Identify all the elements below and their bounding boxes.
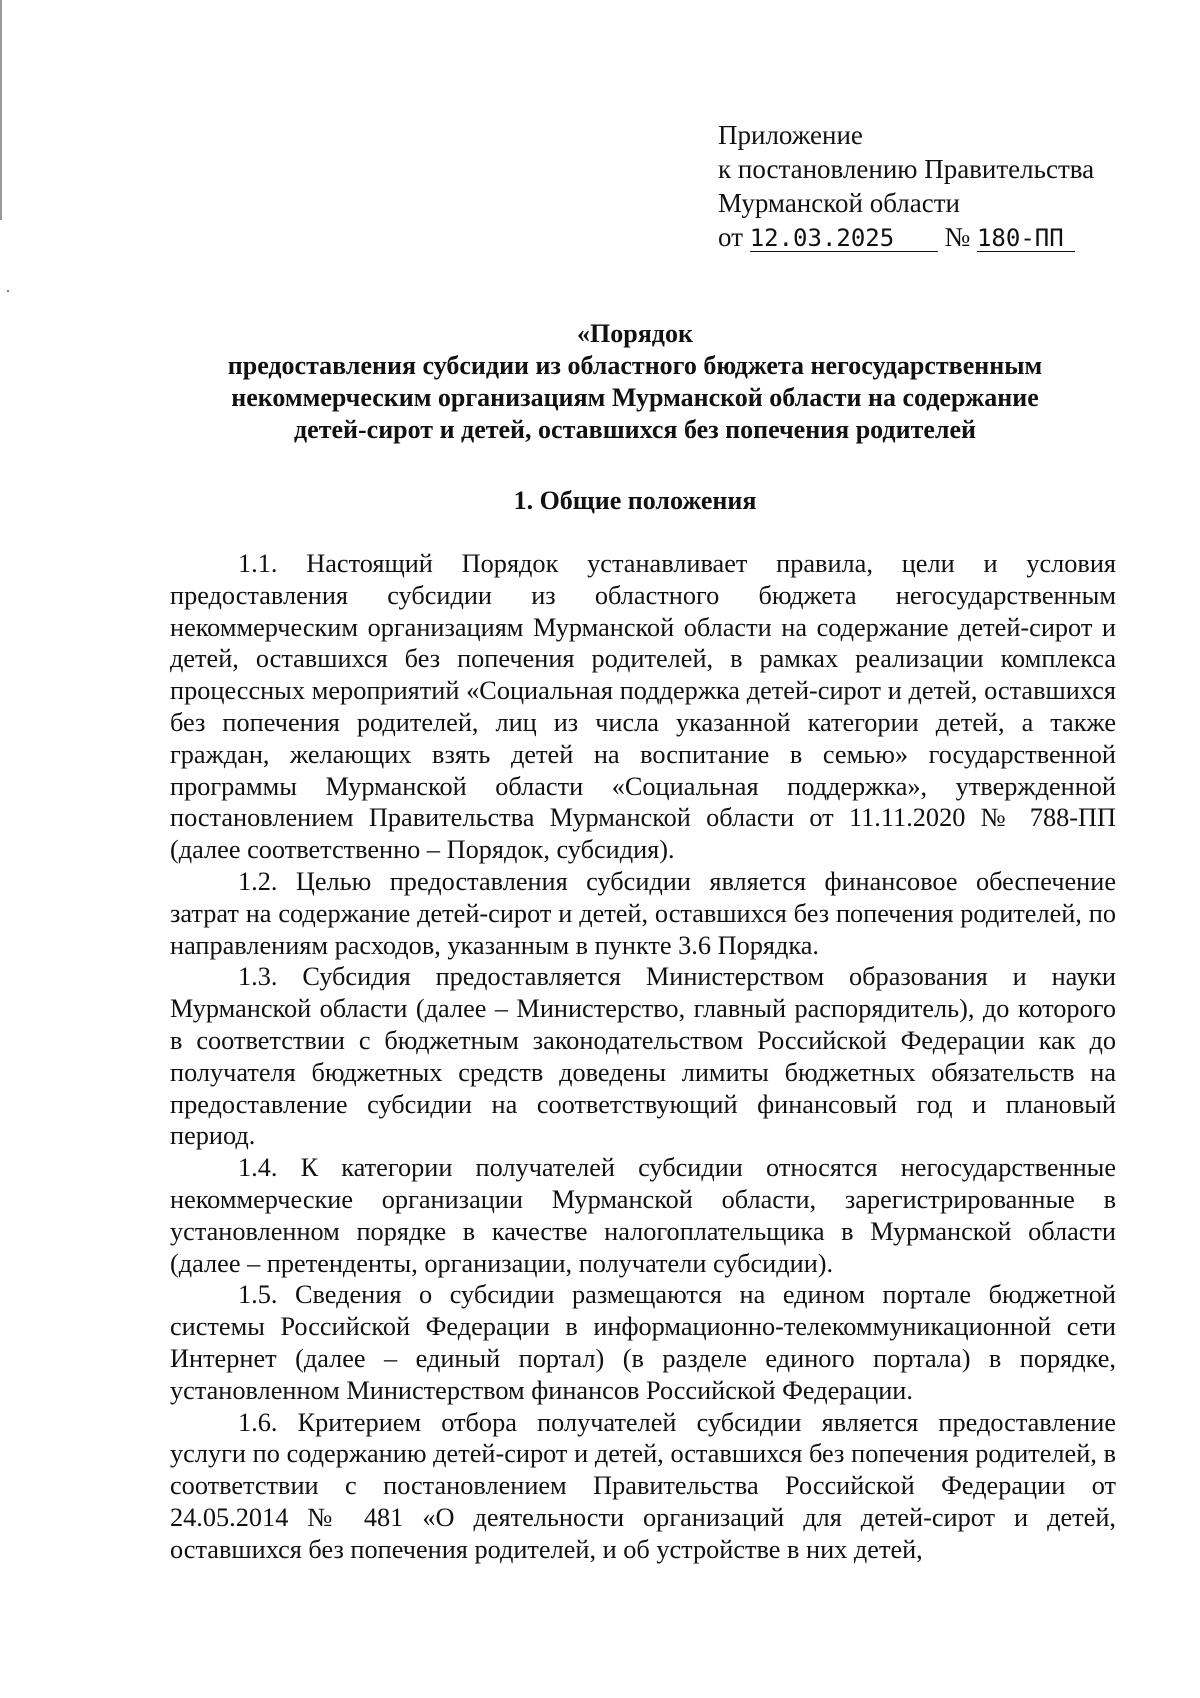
- paragraph-1-3: 1.3. Субсидия предоставляется Министерством образования и науки Мурманской области (далее – Министерство, главный распорядитель), до которого в соответствии с бюджетным законодательством Российской Федерации как до получателя бюджетных средств доведены лимиты бюджетных обязательств на предоставление субсидии на соответствующий финансовый год и плановый период.: [170, 962, 1116, 1151]
- attachment-date-line: [718, 220, 1158, 254]
- title-line-3: некоммерческим организациям Мурманской области на содержание: [231, 383, 1039, 412]
- document-number: 180-ПП: [977, 225, 1075, 252]
- attachment-reference: к постановлению Правительства: [718, 154, 1095, 184]
- paragraph-1-2: 1.2. Целью предоставления субсидии является финансовое обеспечение затрат на содержание детей-сирот и детей, оставшихся без попечения родителей, по направлениям расходов, указанным в пункте 3.6 Порядка.: [170, 866, 1116, 960]
- paragraph-1-6: 1.6. Критерием отбора получателей субсидии является предоставление услуги по содержанию детей-сирот и детей, оставшихся без попечения родителей, в соответствии с постановлением Правительства Российской Федерации от 24.05.2014 № 481 «О деятельности организаций для детей-сирот и детей, оставшихся без попечения родителей, и об устройстве в них детей,: [170, 1407, 1116, 1564]
- attachment-region: Мурманской области: [718, 188, 960, 218]
- date-value: 12.03.2025: [750, 225, 938, 252]
- attachment-block: [718, 118, 1158, 254]
- scan-edge-line: [0, 0, 2, 220]
- document-body: [170, 548, 1116, 1566]
- scan-speck: [7, 290, 9, 292]
- document-title: [140, 318, 1130, 446]
- date-prefix: от: [718, 222, 743, 252]
- title-line-2: предоставления субсидии из областного бюджета негосударственным: [227, 351, 1043, 380]
- number-sign: №: [944, 222, 971, 252]
- title-line-4: детей-сирот и детей, оставшихся без попечения родителей: [294, 415, 976, 444]
- paragraph-1-4: 1.4. К категории получателей субсидии относятся негосударственные некоммерческие организации Мурманской области, зарегистрированные в установленном порядке в качестве налогоплательщика в Мурманской области (далее – претенденты, организации, получатели субсидии).: [170, 1153, 1116, 1278]
- attachment-title: Приложение: [718, 120, 863, 150]
- paragraph-1-1: 1.1. Настоящий Порядок устанавливает правила, цели и условия предоставления субсидии из областного бюджета негосударственным некоммерческим организациям Мурманской области на содержание детей-сирот и детей, оставшихся без попечения родителей, в рамках реализации комплекса процессных мероприятий «Социальная поддержка детей-сирот и детей, оставшихся без попечения родителей, лиц из числа указанной категории детей, а также граждан, желающих взять детей на воспитание в семью» государственной программы Мурманской области «Социальная поддержка», утвержденной постановлением Правительства Мурманской области от 11.11.2020 № 788-ПП (далее соответственно – Порядок, субсидия).: [170, 549, 1116, 865]
- section-heading: 1. Общие положения: [513, 486, 757, 515]
- paragraph-1-5: 1.5. Сведения о субсидии размещаются на едином портале бюджетной системы Российской Федерации в информационно-телекоммуникационной сети Интернет (далее – единый портал) (в разделе единого портала) в порядке, установленном Министерством финансов Российской Федерации.: [170, 1280, 1116, 1405]
- title-line-1: «Порядок: [577, 319, 693, 348]
